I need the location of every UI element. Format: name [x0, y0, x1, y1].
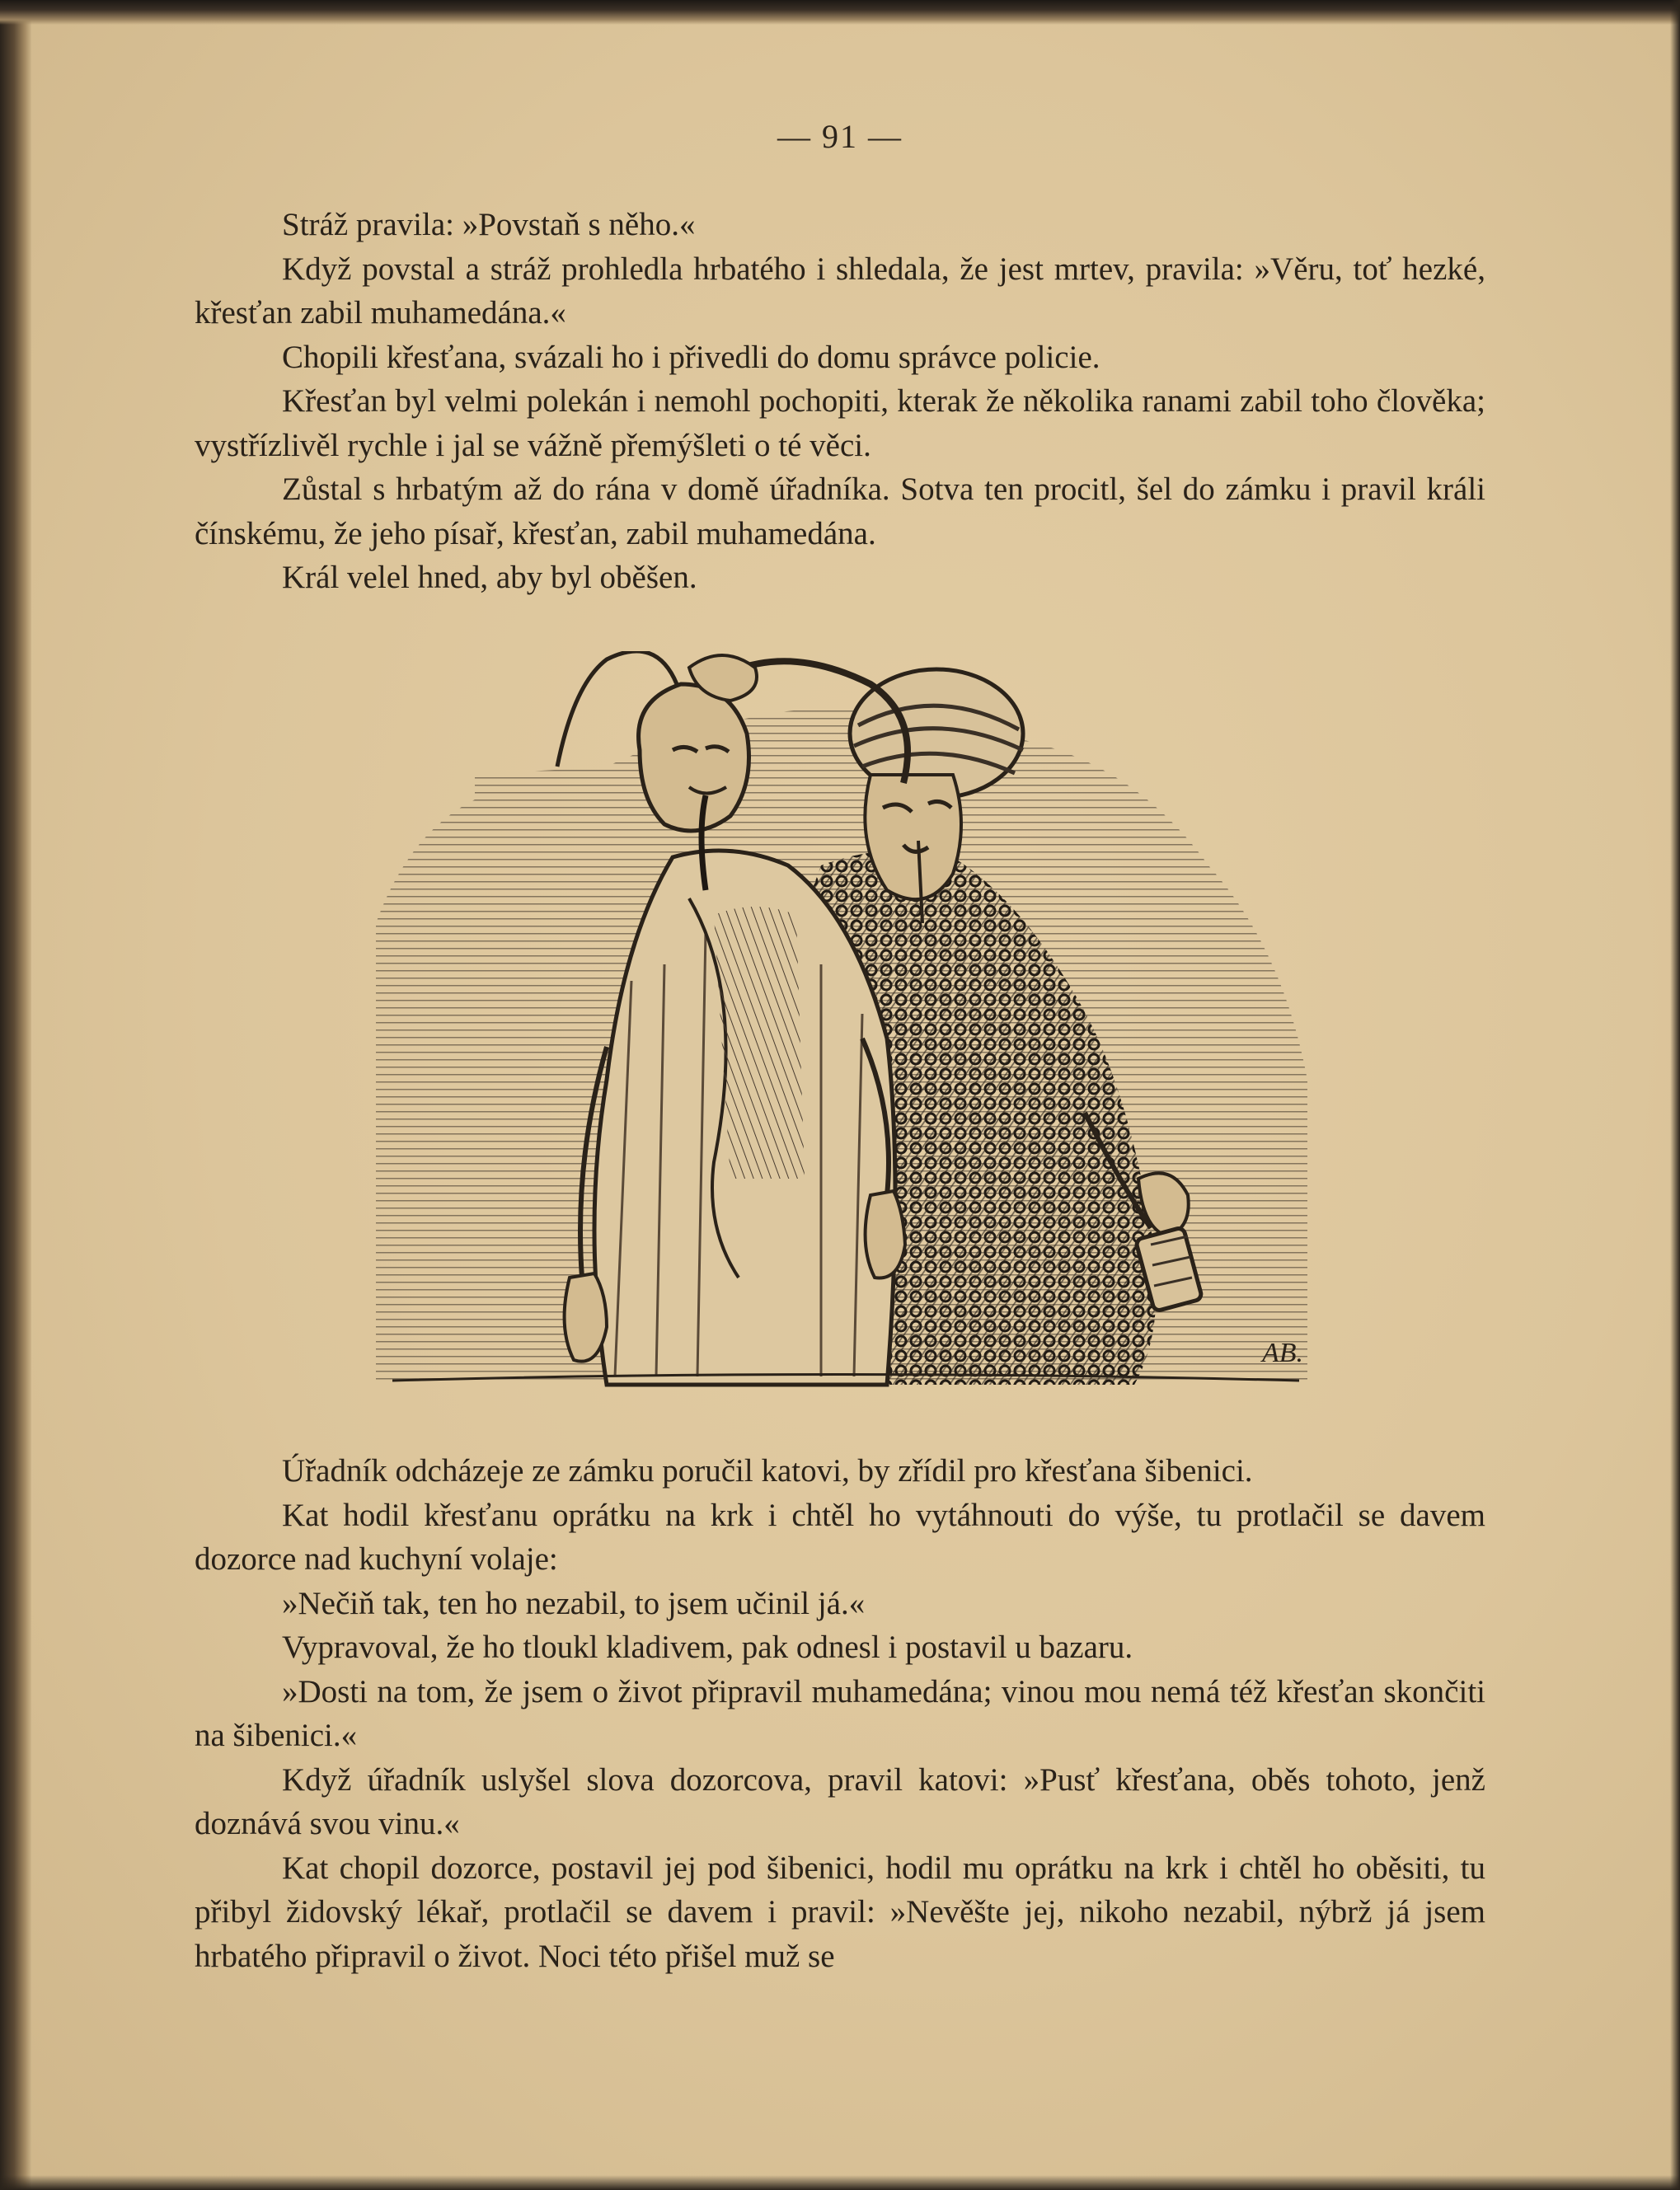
- turban-figure-face: [865, 775, 961, 899]
- book-binding-edge: [0, 0, 31, 2190]
- text-block-top: [195, 203, 1485, 600]
- paragraph: Král velel hned, aby byl oběšen.: [282, 560, 697, 595]
- limp-figure-head: [639, 684, 749, 831]
- engraving-illustration: [359, 651, 1321, 1393]
- page-top-edge: [0, 0, 1680, 25]
- paragraph: Chopili křesťana, svázali ho i přivedli do domu správce policie.: [282, 339, 1100, 375]
- paragraph: Úřadník odcházeje ze zámku poručil katovi, by zřídil pro křesťana šibenici.: [282, 1453, 1253, 1489]
- paragraph: Stráž pravila: »Povstaň s něho.«: [282, 207, 696, 242]
- page-right-edge: [1670, 0, 1680, 2190]
- paragraph: »Dosti na tom, že jsem o život připravil muhamedána; vinou mou nemá též křesťan skončiti na šibenici.«: [195, 1673, 1485, 1753]
- paragraph: Vypravoval, že ho tloukl kladivem, pak odnesl i postavil u bazaru.: [282, 1630, 1133, 1665]
- paragraph: »Nečiň tak, ten ho nezabil, to jsem učinil já.«: [282, 1585, 866, 1621]
- paragraph: Když povstal a stráž prohledla hrbatého i shledala, že jest mrtev, pravila: »Věru, toť hezké, křesťan zabil muhamedána.«: [195, 251, 1485, 331]
- paragraph: Když úřadník uslyšel slova dozorcova, pravil katovi: »Pusť křesťana, oběs tohoto, jenž doznává svou vinu.«: [195, 1761, 1485, 1841]
- page-number: — 91 —: [777, 118, 903, 155]
- paragraph: Kat hodil křesťanu oprátku na krk i chtěl ho vytáhnouti do výše, tu protlačil se davem dozorce nad kuchyní volaje:: [195, 1497, 1485, 1577]
- paragraph: Kat chopil dozorce, postavil jej pod šibenici, hodil mu oprátku na krk i chtěl ho oběsiti, tu přibyl židovský lékař, protlačil se davem i pravil: »Nevěšte jej, nikoho nezabil, nýbrž já jsem hrbatého připravil o život. Noci této přišel muž se: [195, 1850, 1485, 1974]
- dangling-hand-left: [565, 1273, 607, 1362]
- engraver-signature: AB.: [1262, 1338, 1304, 1368]
- page-bottom-edge: [0, 2175, 1680, 2190]
- paragraph: Zůstal s hrbatým až do rána v domě úřadníka. Sotva ten procitl, šel do zámku i pravil králi čínskému, že jeho písař, křesťan, zabil muhamedána.: [195, 471, 1485, 551]
- text-block-bottom: [195, 1449, 1485, 1978]
- paragraph: Křesťan byl velmi polekán i nemohl pochopiti, kterak že několika ranami zabil toho člověka; vystřízlivěl rychle i jal se vážně přemýšleti o té věci.: [195, 383, 1485, 463]
- dangling-hand-right: [866, 1191, 905, 1278]
